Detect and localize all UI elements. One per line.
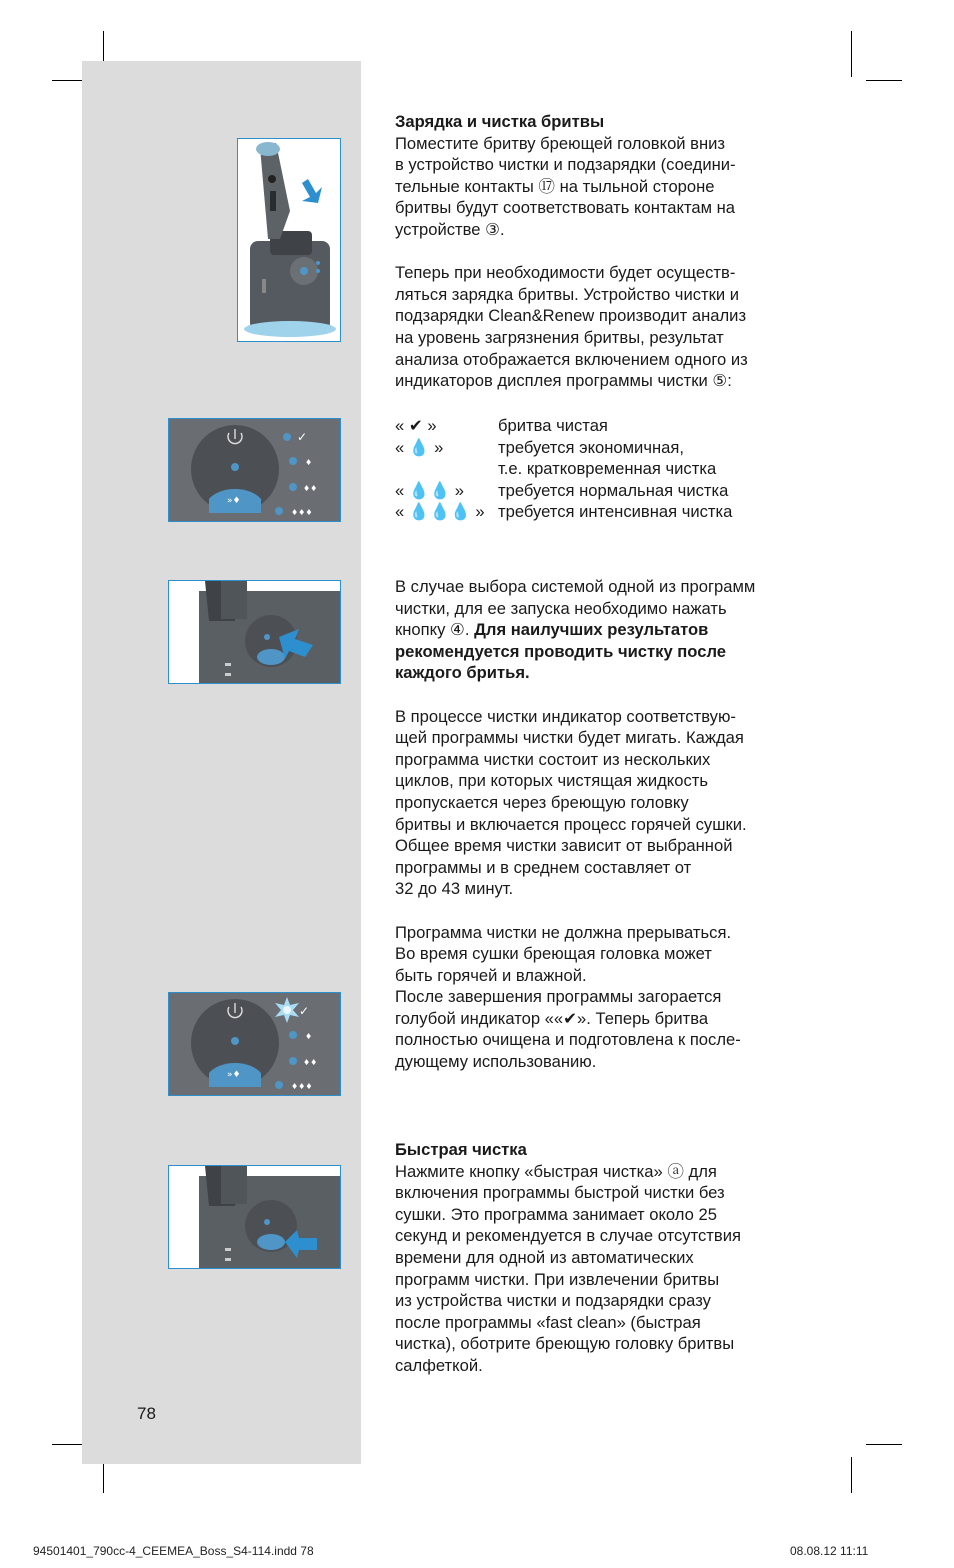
text-line: программа чистки состоит из нескольких (395, 749, 711, 769)
crop-mark (52, 1444, 83, 1445)
svg-text:♦♦: ♦♦ (303, 1058, 318, 1067)
text-line: анализа отображается включением одного из (395, 349, 748, 369)
svg-text:♦♦♦: ♦♦♦ (291, 508, 313, 517)
shaver-station-illustration (237, 138, 341, 342)
crop-mark (851, 1457, 852, 1493)
section-program-start (395, 576, 755, 1073)
text-line: После завершения программы загорается (395, 987, 722, 1007)
text-line: каждого бритья. (395, 663, 530, 683)
svg-text:♦: ♦ (305, 458, 313, 467)
svg-text:»♦: »♦ (227, 496, 241, 506)
indicator-symbol: « 💧 » (395, 437, 444, 457)
text-line: циклов, при которых чистящая жидкость (395, 771, 709, 791)
fast-clean-illustration (168, 1165, 341, 1269)
text-line: чистки, для ее запуска необходимо нажать (395, 598, 727, 618)
text-line: 32 до 43 минут. (395, 879, 514, 899)
text-line: Для наилучших результатов (474, 620, 709, 640)
indicator-symbol: « 💧💧💧 » (395, 502, 485, 522)
text-line: бритвы будут соответствовать контактам на (395, 198, 736, 218)
text-line: чистка), оботрите бреющую головку бритвы (395, 1334, 735, 1354)
section-charging-cleaning (395, 111, 748, 392)
text-line: после программы «fast clean» (быстрая (395, 1312, 701, 1332)
blinking-indicator-illustration (168, 992, 341, 1096)
footer-date: 08.08.12 11:11 (790, 1544, 869, 1558)
text-line (395, 619, 755, 641)
svg-text:✓: ✓ (299, 1004, 310, 1018)
text-line: полностью очищена и подготовлена к после- (395, 1030, 741, 1050)
text-line: В случае выбора системой одной из программ (395, 577, 756, 596)
text-line: рекомендуется проводить чистку после (395, 641, 726, 661)
text-line: из устройства чистки и подзарядки сразу (395, 1291, 711, 1311)
indicator-symbol: « 💧💧 » (395, 480, 465, 500)
crop-mark (851, 31, 852, 77)
text-line: салфеткой. (395, 1355, 483, 1375)
text-line: времени для одной из автоматических (395, 1247, 694, 1267)
text-line: В процессе чистки индикатор соответствую- (395, 706, 736, 726)
text-line: Общее время чистки зависит от выбранной (395, 836, 733, 856)
section-title: Зарядка и чистка бритвы (395, 112, 605, 131)
svg-text:»♦: »♦ (227, 1070, 241, 1080)
svg-text:♦♦: ♦♦ (303, 484, 318, 493)
text-line: индикаторов дисплея программы чистки ⑤: (395, 371, 732, 391)
svg-text:✓: ✓ (297, 430, 308, 444)
text-line: голубой индикатор ««✔». Теперь бритва (395, 1008, 709, 1028)
indicator-text: требуется интенсивная чистка (498, 502, 733, 522)
footer-file: 94501401_790cc-4_CEEMEA_Boss_S4-114.indd 78 (33, 1544, 314, 1558)
indicator-text: требуется нормальная чистка (498, 480, 729, 500)
text-line: пропускается через бреющую головку (395, 792, 689, 812)
text-line: программ чистки. При извлечении бритвы (395, 1269, 720, 1289)
text-line: дующему использованию. (395, 1052, 597, 1072)
crop-mark (866, 80, 902, 81)
indicator-text: бритва чистая (498, 416, 608, 435)
text-line: на уровень загрязнения бритвы, результат (395, 327, 724, 347)
section-fast-clean (395, 1139, 741, 1377)
indicator-panel-illustration (168, 418, 341, 522)
text-line: Во время сушки бреющая головка может (395, 944, 712, 964)
page-number: 78 (137, 1404, 156, 1423)
svg-text:♦: ♦ (305, 1032, 313, 1041)
section-title: Быстрая чистка (395, 1140, 527, 1159)
text-line: Программа чистки не должна прерываться. (395, 922, 732, 942)
crop-mark (866, 1444, 902, 1445)
text-line: Теперь при необходимости будет осуществ- (395, 263, 736, 283)
text-line: Поместите бритву бреющей головкой вниз (395, 133, 726, 153)
text-line: Нажмите кнопку «быстрая чистка» ⓐ для (395, 1161, 717, 1181)
text-line: сушки. Это программа занимает около 25 (395, 1204, 717, 1224)
press-button-illustration (168, 580, 341, 684)
text-line: включения программы быстрой чистки без (395, 1183, 725, 1203)
indicator-text: требуется экономичная, (498, 437, 684, 457)
text-line: тельные контакты ⑰ на тыльной стороне (395, 176, 715, 196)
text-line: ляться зарядка бритвы. Устройство чистки и (395, 284, 740, 304)
crop-mark (52, 80, 83, 81)
text-line: быть горячей и влажной. (395, 965, 587, 985)
text-line: подзарядки Clean&Renew производит анализ (395, 306, 747, 326)
text-line: секунд и рекомендуется в случае отсутствия (395, 1226, 741, 1246)
text-line: программы и в среднем составляет от (395, 857, 692, 877)
text-line: кнопку ④. (395, 620, 475, 640)
indicator-text: т.е. кратковременная чистка (498, 459, 717, 479)
indicator-symbol: « ✔ » (395, 416, 437, 435)
text-line: щей программы чистки будет мигать. Каждая (395, 728, 744, 748)
svg-text:♦♦♦: ♦♦♦ (291, 1082, 313, 1091)
text-line: бритвы и включается процесс горячей сушки. (395, 814, 747, 834)
text-line: устройстве ③. (395, 219, 505, 239)
text-line: в устройство чистки и подзарядки (соедини- (395, 155, 736, 175)
